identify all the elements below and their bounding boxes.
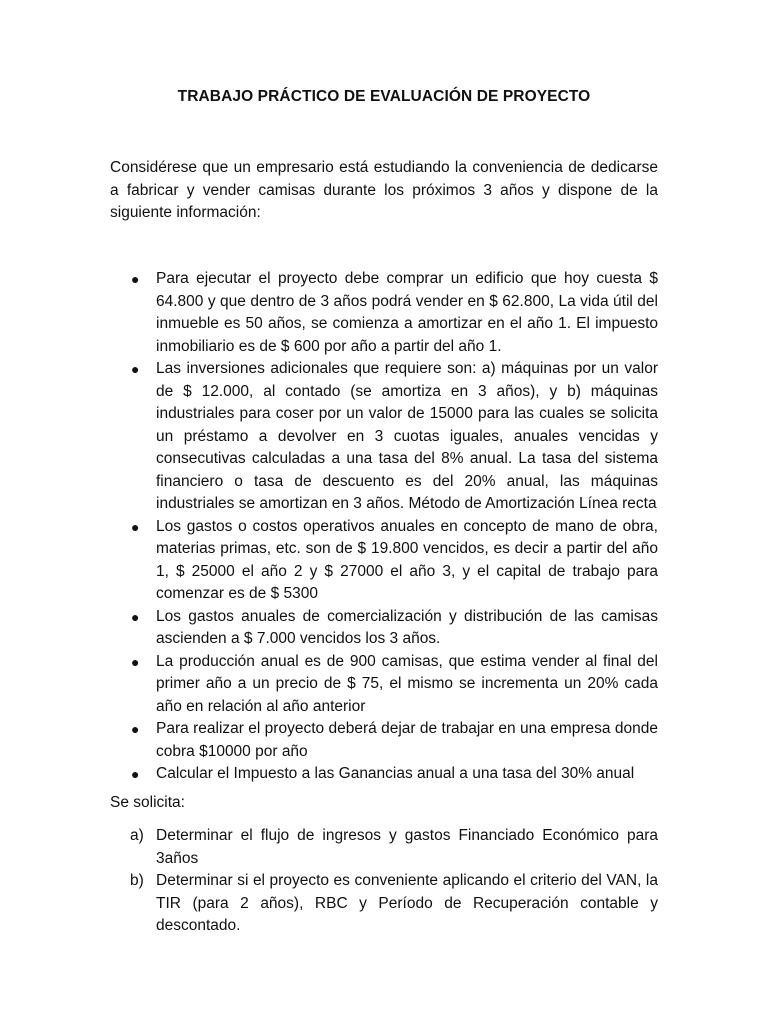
bullet-text: Los gastos o costos operativos anuales en concepto de mano de obra, materias primas, etc. son de $ 19.800 vencidos, es decir a partir del año 1, $ 25000 el año 2 y $ 27000 el año 3, y el capital de trabajo para comenzar es de $ 5300 (156, 517, 658, 602)
bullet-text: Para ejecutar el proyecto debe comprar un edificio que hoy cuesta $ 64.800 y que dentro de 3 años podrá vender en $ 62.800, La vida útil del inmueble es 50 años, se comienza a amortizar en el año 1. El impuesto inmobiliario es de $ 600 por año a partir del año 1. (156, 270, 658, 355)
bullet-list (110, 268, 658, 786)
bullet-item (110, 651, 658, 719)
bullet-icon: ● (131, 518, 140, 535)
bullet-text: Calcular el Impuesto a las Ganancias anual a una tasa del 30% anual (156, 765, 635, 782)
task-text: Determinar si el proyecto es conveniente aplicando el criterio del VAN, la TIR (para 2 años), RBC y Período de Recuperación contable y descontado. (156, 872, 658, 934)
intro-paragraph: Considérese que un empresario está estudiando la conveniencia de dedicarse a fabricar y vender camisas durante los próximos 3 años y dispone de la siguiente información: (110, 159, 658, 221)
task-marker: a) (130, 827, 144, 844)
bullet-icon: ● (131, 721, 140, 737)
bullet-item (110, 358, 658, 516)
bullet-icon: ● (131, 271, 140, 287)
bullet-icon: ● (131, 766, 140, 782)
document-title: TRABAJO PRÁCTICO DE EVALUACIÓN DE PROYECTO (177, 88, 591, 105)
bullet-item (110, 516, 658, 606)
task-text: Determinar el flujo de ingresos y gastos Financiado Económico para 3años (156, 827, 658, 867)
solicita-label: Se solicita: (110, 794, 185, 811)
bullet-item (110, 718, 658, 763)
bullet-text: Los gastos anuales de comercialización y distribución de las camisas ascienden a $ 7.000 vencidos los 3 años. (156, 607, 658, 647)
bullet-item (110, 268, 658, 358)
bullet-icon: ● (131, 608, 140, 625)
bullet-item (110, 763, 658, 786)
task-item (110, 825, 658, 870)
bullet-text: Las inversiones adicionales que requiere son: a) máquinas por un valor de $ 12.000, al contado (se amortiza en 3 años), y b) máquinas industriales para coser por un valor de 15000 para las cuales se solicita un préstamo a devolver en 3 cuotas iguales, anuales vencidas y consecutivas calculadas a una tasa del 8% anual. La tasa del sistema financiero o tasa de descuento es del 20% anual, las máquinas industriales se amortizan en 3 años. Método de Amortización Línea recta (156, 360, 658, 512)
task-marker: b) (130, 872, 144, 889)
bullet-icon: ● (131, 653, 140, 670)
task-item (110, 870, 658, 938)
bullet-text: Para realizar el proyecto deberá dejar de trabajar en una empresa donde cobra $10000 por año (156, 720, 658, 760)
task-list (110, 825, 658, 938)
bullet-text: La producción anual es de 900 camisas, que estima vender al final del primer año a un precio de $ 75, el mismo se incrementa un 20% cada año en relación al año anterior (156, 652, 658, 715)
bullet-item (110, 606, 658, 651)
bullet-icon: ● (131, 361, 140, 377)
